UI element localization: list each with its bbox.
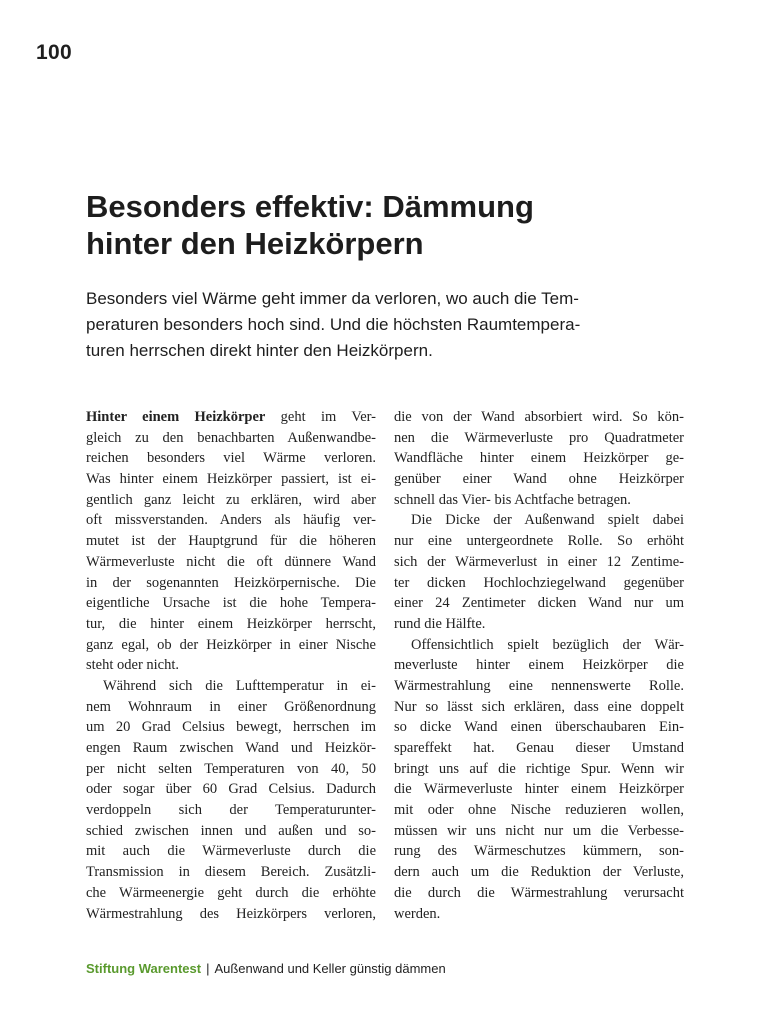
body-line: meverluste hinter einem Heizkörper die: [394, 657, 684, 674]
lead-in-text: Hinter einem Heizkörper: [86, 409, 266, 425]
page-footer: [86, 961, 446, 976]
body-line: bringt uns auf die richtige Spur. Wenn wir: [394, 760, 684, 777]
body-line: genüber einer Wand ohne Heizkörper: [394, 471, 684, 488]
body-line: che Wärmeenergie geht durch die erhöhte: [86, 884, 376, 901]
body-line: Transmission in diesem Bereich. Zusätzli-: [86, 864, 376, 881]
body-line: eigentliche Ursache ist die hohe Tempera-: [86, 595, 376, 612]
body-line: Die Dicke der Außenwand spielt dabei: [411, 512, 684, 529]
body-line: spareffekt hat. Genau dieser Umstand: [394, 740, 684, 756]
body-line: verdoppeln sich der Temperaturunter-: [86, 802, 376, 819]
body-line: steht oder nicht.: [86, 657, 180, 674]
page-title-line: Besonders effektiv: Dämmung: [86, 189, 534, 224]
body-line: mit oder ohne Nische reduzieren wollen,: [394, 802, 684, 819]
footer-title: Außenwand und Keller günstig dämmen: [214, 961, 446, 976]
page-title: [86, 188, 706, 262]
body-line: schnell das Vier- bis Achtfache betragen.: [394, 491, 631, 508]
body-line: Was hinter einem Heizkörper passiert, ist ei-: [86, 471, 376, 488]
body-line: rund die Hälfte.: [394, 615, 486, 632]
footer-separator: |: [206, 961, 210, 976]
body-line: Offensichtlich spielt bezüglich der Wär-: [411, 636, 684, 653]
body-line: ter dicken Hochlochziegelwand gegenüber: [394, 574, 684, 591]
body-line: werden.: [394, 905, 441, 922]
body-line: per nicht selten Temperaturen von 40, 50: [86, 760, 376, 777]
body-line: nen die Wärmeverluste pro Quadratmeter: [394, 429, 684, 446]
body-line: nur eine untergeordnete Rolle. So erhöht: [394, 533, 684, 550]
lead-line: turen herrschen direkt hinter den Heizkörpern.: [86, 341, 433, 360]
body-line: oft missverstanden. Anders als häufig ver-: [86, 512, 376, 529]
body-line: die von der Wand absorbiert wird. So kön-: [394, 409, 684, 425]
body-line: Wandfläche hinter einem Heizkörper ge-: [394, 450, 684, 467]
page-number: 100: [36, 41, 72, 64]
lead-line: peraturen besonders hoch sind. Und die höchsten Raumtempera-: [86, 315, 581, 334]
body-line: einer 24 Zentimeter dicken Wand nur um: [394, 595, 684, 612]
body-line: rung des Wärmeschutzes kümmern, son-: [394, 843, 684, 860]
body-line: dern auch um die Reduktion der Verluste,: [394, 864, 684, 881]
lead-line: Besonders viel Wärme geht immer da verloren, wo auch die Tem-: [86, 289, 579, 308]
footer-brand: Stiftung Warentest: [86, 961, 202, 976]
body-line: in der sogenannten Heizkörpernische. Die: [86, 574, 376, 591]
body-line: schied zwischen innen und außen und so-: [86, 822, 376, 839]
body-line: Nur so lässt sich erklären, dass eine doppelt: [394, 698, 684, 715]
body-line: mutet ist der Hauptgrund für die höheren: [86, 533, 376, 550]
body-line: oder sogar über 60 Grad Celsius. Dadurch: [86, 781, 376, 798]
body-line: sich der Wärmeverlust in einer 12 Zentime-: [394, 553, 684, 570]
body-line: engen Raum zwischen Wand und Heizkör-: [86, 740, 376, 756]
body-line: Während sich die Lufttemperatur in ei-: [103, 677, 376, 694]
body-line: um 20 Grad Celsius bewegt, herrschen im: [86, 719, 376, 736]
lead-paragraph: [86, 286, 706, 364]
body-line: gleich zu den benachbarten Außenwandbe-: [86, 429, 376, 446]
body-column-left: [86, 407, 376, 924]
body-line: [86, 407, 376, 428]
body-line: so dicke Wand einen überschaubaren Ein-: [394, 719, 684, 736]
body-line: reichen besonders viel Wärme verloren.: [86, 450, 376, 467]
body-line: tur, die hinter einem Heizkörper herrscht,: [86, 615, 376, 632]
body-text: geht im Ver-: [265, 409, 376, 425]
body-line: Wärmestrahlung des Heizkörpers verloren,: [86, 905, 376, 922]
body-line: ganz egal, ob der Heizkörper in einer Nische: [86, 636, 376, 653]
body-column-right: [394, 407, 684, 924]
page-title-line: hinter den Heizkörpern: [86, 226, 424, 261]
body-line: mit auch die Wärmeverluste durch die: [86, 843, 376, 860]
body-line: die durch die Wärmestrahlung verursacht: [394, 884, 684, 901]
body-line: Wärmestrahlung eine nennenswerte Rolle.: [394, 677, 684, 694]
body-line: die Wärmeverluste hinter einem Heizkörper: [394, 781, 684, 798]
body-line: müssen wir uns nicht nur um die Verbesse-: [394, 822, 684, 839]
body-line: gentlich ganz leicht zu erklären, wird aber: [86, 491, 376, 508]
body-line: Wärmeverluste nicht die oft dünnere Wand: [86, 553, 376, 570]
body-line: nem Wohnraum in einer Größenordnung: [86, 698, 376, 715]
